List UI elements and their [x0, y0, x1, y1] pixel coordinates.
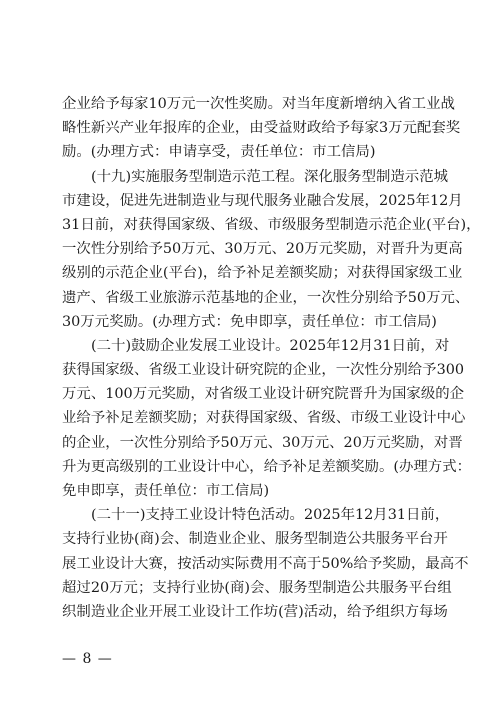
page-number: — 8 — [62, 651, 113, 667]
text-line: ( 二 十 一 ) 支 持 工 业 设 计 特 色 活 动 。 2 0 2 5 年 1 2 月 3 1 日 前 ， [91, 507, 450, 524]
text-line: 展 工 业 设 计 大 赛 ， 按 活 动 实 际 费 用 不 高 于 5 0 % 给 予 奖 励 ， 最 高 不 [62, 555, 469, 572]
text-line: 级 别 的 示 范 企 业 ( 平 台 ) ， 给 予 补 足 差 额 奖 励 ； 对 获 得 国 家 级 工 业 [62, 265, 463, 282]
text-line: 获 得 国 家 级 、 省 级 工 业 设 计 研 究 院 的 企 业 ， 一 次 性 分 别 给 予 3 0 0 [62, 362, 465, 379]
text-line: 万 元 、 1 0 0 万 元 奖 励 ， 对 省 级 工 业 设 计 研 究 院 晋 升 为 国 家 级 的 企 [62, 386, 465, 403]
text-line: 一 次 性 分 别 给 予 5 0 万 元 、 3 0 万 元 、 2 0 万 元 奖 励 ， 对 晋 升 为 更 高 [62, 241, 463, 258]
text-line: 30万元奖励。(办理方式：免申即享，责任单位：市工信局) [62, 313, 437, 330]
text-line: ( 十 九 ) 实 施 服 务 型 制 造 示 范 工 程 。 深 化 服 务 型 制 造 示 范 城 [91, 168, 448, 185]
text-line: 企 业 给 予 每 家 1 0 万 元 一 次 性 奖 励 。 对 当 年 度 新 增 纳 入 省 工 业 战 [62, 96, 455, 112]
text-line: 支 持 行 业 协 ( 商 ) 会 、 制 造 业 企 业 、 服 务 型 制 造 公 共 服 务 平 台 开 [62, 531, 448, 548]
text-line: 业 给 予 补 足 差 额 奖 励 ； 对 获 得 国 家 级 、 省 级 、 市 级 工 业 设 计 中 心 [62, 410, 466, 427]
body-text [62, 92, 481, 624]
text-line: 遗 产 、 省 级 工 业 旅 游 示 范 基 地 的 企 业 ， 一 次 性 分 别 给 予 5 0 万 元 、 [62, 289, 470, 306]
text-line: 3 1 日 前 ， 对 获 得 国 家 级 、 省 级 、 市 级 服 务 型 制 造 示 范 企 业 ( 平 台 ) ， [62, 216, 481, 233]
text-line: 励。(办理方式：申请享受，责任单位：市工信局) [62, 144, 376, 161]
text-line: 超 过 2 0 万 元 ； 支 持 行 业 协 ( 商 ) 会 、 服 务 型 制 造 公 共 服 务 平 台 组 [62, 579, 452, 596]
text-line: ( 二 十 ) 鼓 励 企 业 发 展 工 业 设 计 。 2 0 2 5 年 1 2 月 3 1 日 前 ， 对 [91, 337, 450, 354]
text-line: 市 建 设 ， 促 进 先 进 制 造 业 与 现 代 服 务 业 融 合 发 展 ， 2 0 2 5 年 1 2 月 [62, 192, 463, 209]
text-line: 升 为 更 高 级 别 的 工 业 设 计 中 心 ， 给 予 补 足 差 额 奖 励 。 ( 办 理 方 式 ： [62, 458, 471, 475]
text-line: 免申即享，责任单位：市工信局) [62, 483, 270, 499]
text-line: 略 性 新 兴 产 业 年 报 库 的 企 业 ， 由 受 益 财 政 给 予 每 家 3 万 元 配 套 奖 [62, 120, 461, 137]
text-line: 的 企 业 ， 一 次 性 分 别 给 予 5 0 万 元 、 3 0 万 元 、 2 0 万 元 奖 励 ， 对 晋 [62, 434, 463, 451]
text-line: 织 制 造 业 企 业 开 展 工 业 设 计 工 作 坊 ( 营 ) 活 动 ， 给 予 组 织 方 每 场 [62, 603, 448, 620]
